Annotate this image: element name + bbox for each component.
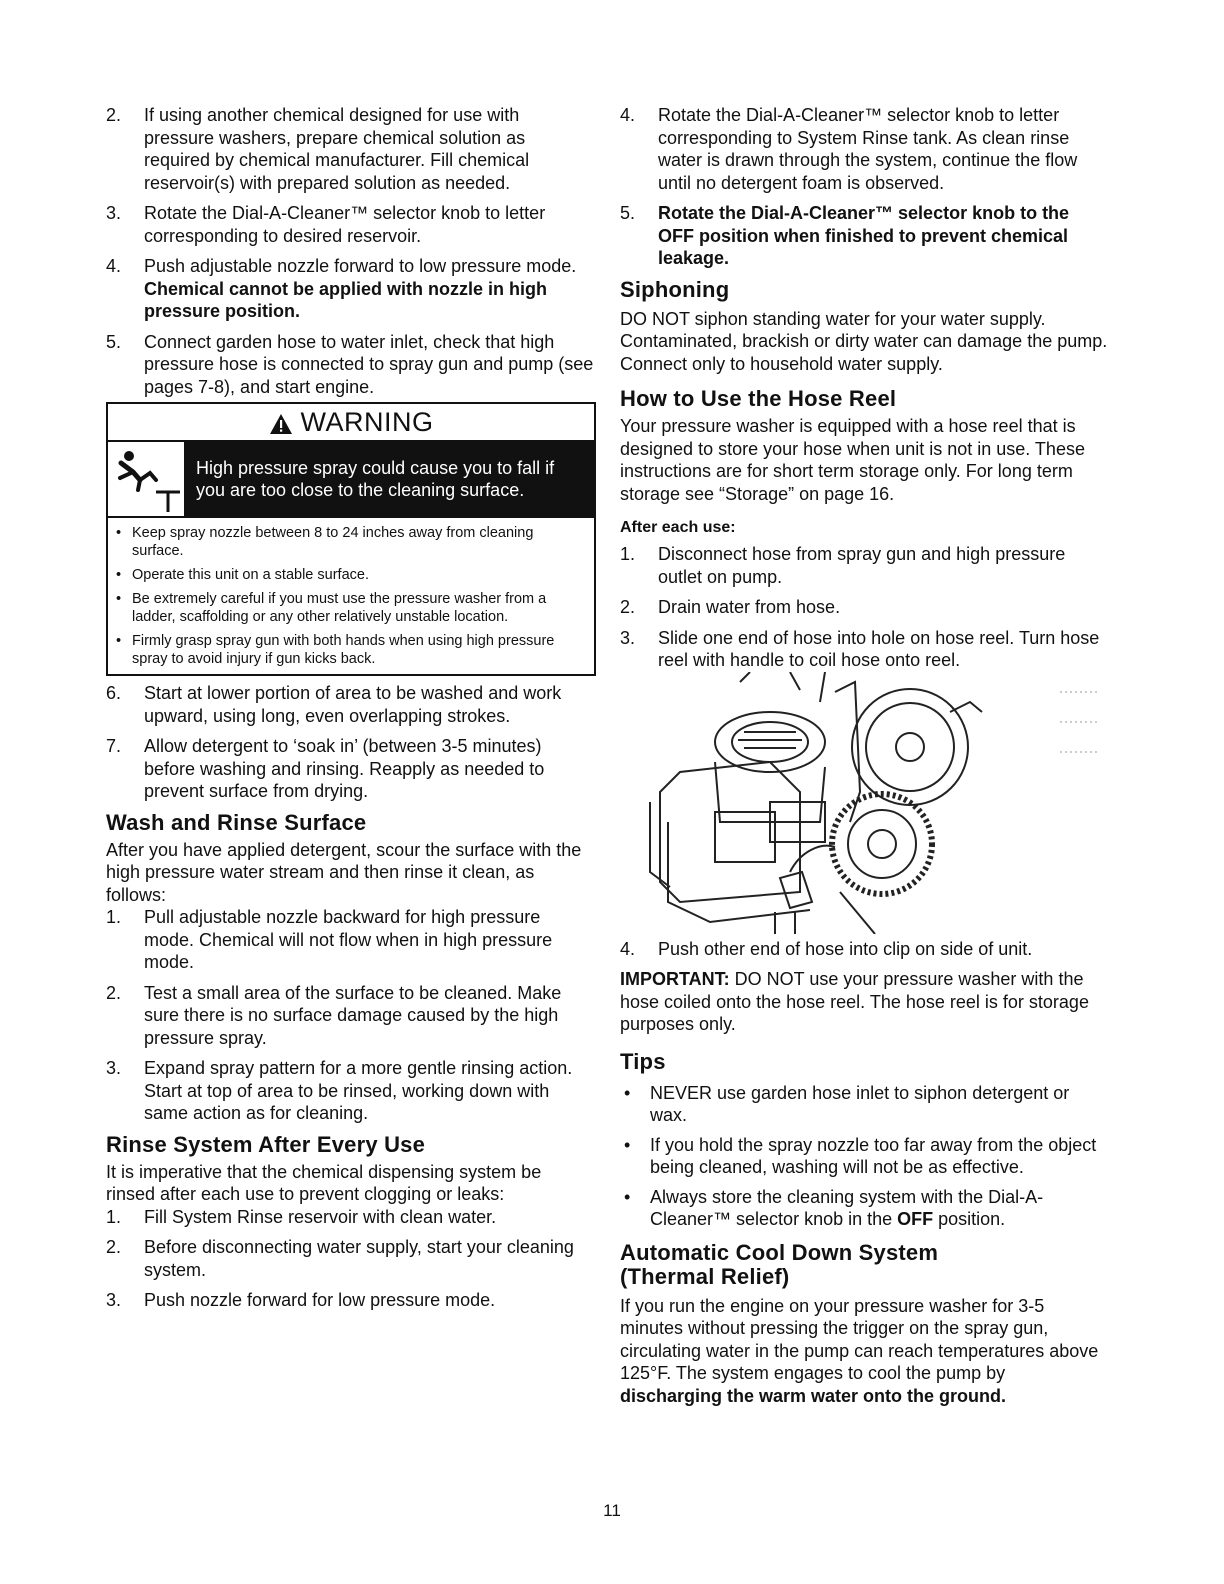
list-item: 1. Fill System Rinse reservoir with clean water.: [106, 1206, 497, 1227]
list-item: 1. Disconnect hose from spray gun and high pressure outlet on pump.: [620, 544, 1066, 587]
list-item: 5. Connect garden hose to water inlet, check that high pressure hose is connected to spray gun and pump (see pages 7-8), and start engine.: [106, 331, 594, 397]
right-column: [620, 104, 1108, 1407]
pressure-washer-illustration: [620, 672, 1108, 934]
rinse-system-intro: It is imperative that the chemical dispensing system be rinsed after each use to prevent clogging or leaks:: [106, 1161, 542, 1204]
warning-bullets: [108, 518, 594, 674]
hose-reel-step-4: [620, 938, 1108, 961]
list-item: • If you hold the spray nozzle too far away from the object being cleaned, washing will not be as effective.: [624, 1134, 1097, 1177]
rinse-system-steps: [106, 1206, 594, 1312]
list-item: • Keep spray nozzle between 8 to 24 inches away from cleaning surface.: [116, 525, 534, 559]
cooldown-body: If you run the engine on your pressure washer for 3-5 minutes without pressing the trigger on the spray gun, circulating water in the pump can reach temperatures above 125°F. The system engages to cool the pump by discharging the warm water onto the ground.: [620, 1295, 1099, 1406]
list-item: 4. Push other end of hose into clip on side of unit.: [620, 938, 1033, 959]
list-item: • NEVER use garden hose inlet to siphon detergent or wax.: [624, 1082, 1070, 1125]
cooldown-heading: Automatic Cool Down System (Thermal Relief): [620, 1239, 939, 1289]
hose-reel-steps: [620, 543, 1108, 672]
list-item: • Be extremely careful if you must use the pressure washer from a ladder, scaffolding or any other relatively unstable location.: [116, 591, 547, 625]
siphoning-body: DO NOT siphon standing water for your water supply. Contaminated, brackish or dirty water can damage the pump. Connect only to household water supply.: [620, 308, 1108, 374]
tips-heading: Tips: [620, 1048, 666, 1074]
list-item: 4. Rotate the Dial-A-Cleaner™ selector knob to letter corresponding to System Rinse tank. As clean rinse water is drawn through the system, continue the flow until no detergent foam is observed.: [620, 105, 1078, 193]
chemical-steps-list: [106, 104, 594, 398]
warning-box: [106, 402, 596, 676]
rinse-system-heading: Rinse System After Every Use: [106, 1131, 426, 1157]
warning-message: High pressure spray could cause you to fall if you are too close to the cleaning surface.: [184, 442, 594, 516]
tips-list: [620, 1082, 1108, 1231]
list-item: 2. Drain water from hose.: [620, 597, 841, 617]
after-each-use-subheading: After each use:: [620, 519, 736, 536]
list-item: • Firmly grasp spray gun with both hands when using high pressure spray to avoid injury if gun kicks back.: [116, 633, 555, 667]
list-item: 7. Allow detergent to ‘soak in’ (between 3-5 minutes) before washing and rinsing. Reapply as needed to prevent surface from drying.: [106, 736, 545, 801]
warning-header: [108, 404, 594, 442]
list-item: 2. Test a small area of the surface to be cleaned. Make sure there is no surface damage caused by the high pressure spray.: [106, 982, 562, 1048]
list-item: 4. Push adjustable nozzle forward to low pressure mode. Chemical cannot be applied with nozzle in high pressure position.: [106, 256, 577, 321]
wash-rinse-intro: After you have applied detergent, scour the surface with the high pressure water stream and then rinse it clean, as follows:: [106, 839, 582, 905]
wash-rinse-heading: Wash and Rinse Surface: [106, 809, 367, 835]
rinse-continue-steps: [620, 104, 1108, 270]
list-item: 3. Rotate the Dial-A-Cleaner™ selector knob to letter corresponding to desired reservoir.: [106, 203, 546, 246]
list-item: 3. Slide one end of hose into hole on hose reel. Turn hose reel with handle to coil hose onto reel.: [620, 627, 1100, 670]
wash-rinse-steps: [106, 906, 594, 1125]
warning-triangle-icon: [269, 413, 293, 435]
hose-reel-body: Your pressure washer is equipped with a hose reel that is designed to store your hose when unit is not in use. These instructions are for short term storage only. For long term storage see “Storage” on page 16.: [620, 416, 1085, 504]
list-item: 2. Before disconnecting water supply, start your cleaning system.: [106, 1237, 574, 1280]
warning-title: WARNING: [300, 407, 434, 437]
important-note: IMPORTANT: DO NOT use your pressure washer with the hose coiled onto the hose reel. The hose reel is for storage purposes only.: [620, 969, 1089, 1034]
page-number: 11: [603, 1501, 621, 1520]
list-item: • Always store the cleaning system with the Dial-A-Cleaner™ selector knob in the OFF position.: [624, 1186, 1044, 1229]
list-item: 1. Pull adjustable nozzle backward for high pressure mode. Chemical will not flow when in high pressure mode.: [106, 907, 553, 972]
list-item: 6. Start at lower portion of area to be washed and work upward, using long, even overlapping strokes.: [106, 683, 562, 726]
list-item: • Operate this unit on a stable surface.: [116, 567, 369, 583]
siphoning-heading: Siphoning: [620, 276, 730, 302]
slip-fall-hazard-icon: [108, 442, 184, 516]
warning-band: [108, 442, 594, 518]
washing-steps-list: [106, 682, 594, 803]
left-column: [106, 104, 594, 1320]
list-item: 3. Expand spray pattern for a more gentle rinsing action. Start at top of area to be rinsed, working down with same action as for cleaning.: [106, 1058, 573, 1123]
hose-reel-heading: How to Use the Hose Reel: [620, 386, 897, 411]
list-item: 3. Push nozzle forward for low pressure mode.: [106, 1290, 496, 1310]
list-item: 5. Rotate the Dial-A-Cleaner™ selector knob to the OFF position when finished to prevent chemical leakage.: [620, 203, 1070, 268]
list-item: 2. If using another chemical designed for use with pressure washers, prepare chemical solution as required by chemical manufacturer. Fill chemical reservoir(s) with prepared solution as needed.: [106, 105, 530, 193]
